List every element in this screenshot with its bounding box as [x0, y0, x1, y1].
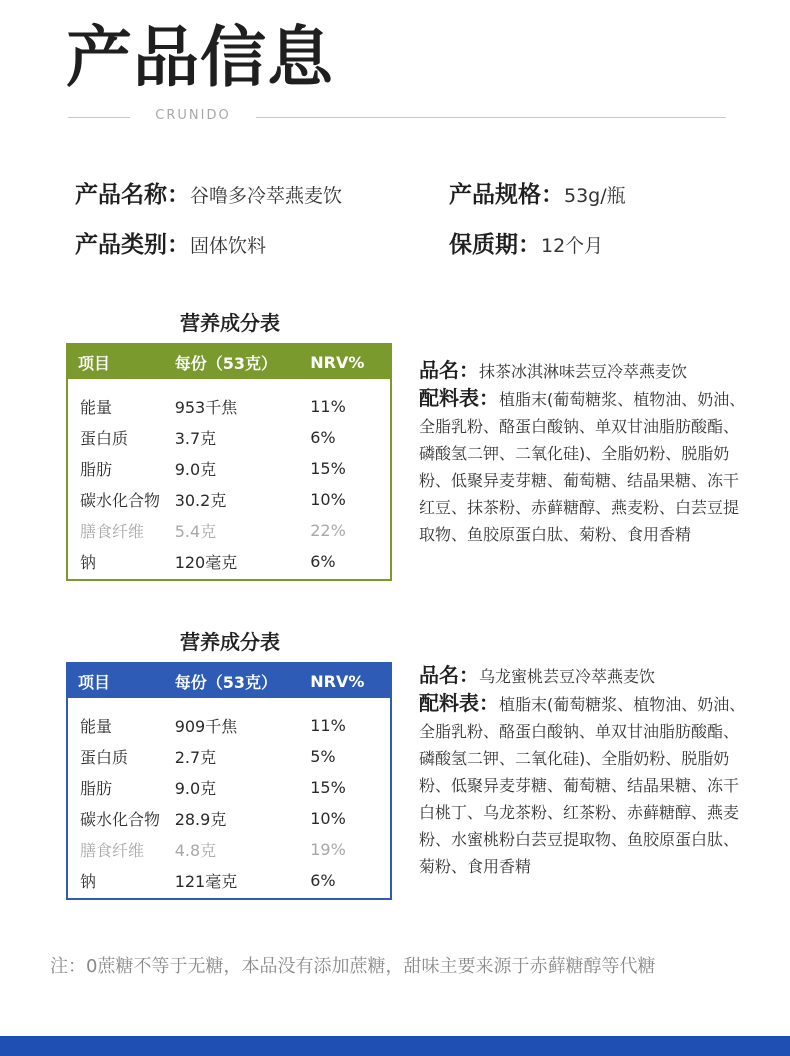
page-title: 产品信息: [66, 19, 334, 96]
product-name-value: 谷噜多冷萃燕麦饮: [190, 185, 343, 207]
nutrition-table-oolong: [66, 662, 392, 900]
row-nrv: 19%: [310, 840, 346, 859]
product-category-label: 产品类别：: [75, 232, 190, 258]
product-matcha: [419, 354, 749, 548]
row-nrv: 11%: [310, 397, 346, 416]
divider-right: [256, 117, 726, 118]
ingredients: [419, 385, 749, 548]
table-row: [68, 453, 390, 484]
product-spec-row: [449, 176, 626, 209]
row-amount: 9.0克: [174, 779, 217, 798]
table-row: [68, 710, 390, 741]
row-nrv: 5%: [310, 747, 336, 766]
nutrition-title-matcha: 营养成分表: [180, 311, 280, 335]
product-name-label: 产品名称：: [75, 182, 190, 208]
nutrition-title-oolong: 营养成分表: [180, 630, 280, 654]
shelf-life-value: 12个月: [541, 235, 604, 257]
ingredients-label: 配料表：: [419, 691, 499, 715]
ingredients: [419, 690, 749, 880]
row-nutrient: 钠: [80, 553, 97, 572]
product-spec-value: 53g/瓶: [564, 185, 626, 207]
table-row: [68, 741, 390, 772]
row-nrv: 6%: [310, 871, 336, 890]
row-nutrient: 钠: [80, 872, 97, 891]
row-amount: 2.7克: [174, 748, 217, 767]
table-row: [68, 834, 390, 865]
product-oolong: [419, 659, 749, 880]
row-amount: 909千焦: [174, 717, 238, 736]
table-row: [68, 803, 390, 834]
row-amount: 121毫克: [174, 872, 238, 891]
row-nutrient: 蛋白质: [80, 429, 129, 448]
row-nrv: 10%: [310, 809, 346, 828]
row-nutrient: 膳食纤维: [80, 841, 145, 860]
row-amount: 3.7克: [174, 429, 217, 448]
row-nutrient: 碳水化合物: [80, 491, 161, 510]
row-amount: 30.2克: [174, 491, 227, 510]
table-row: [68, 484, 390, 515]
table-row: [68, 546, 390, 577]
row-amount: 9.0克: [174, 460, 217, 479]
bottom-bar: [0, 1036, 790, 1056]
nutrition-table-matcha: [66, 343, 392, 581]
row-nutrient: 膳食纤维: [80, 522, 145, 541]
ingredients-text: 植脂末(葡萄糖浆、植物油、奶油、全脂乳粉、酪蛋白酸钠、单双甘油脂肪酸酯、磷酸氢二钾、二氧化硅)、全脂奶粉、脱脂奶粉、低聚异麦芽糖、葡萄糖、结晶果糖、冻干红豆、抹茶粉、赤藓糖醇、燕麦粉、白芸豆提取物、鱼胶原蛋白肽、菊粉、食用香精: [419, 390, 746, 544]
table-row: [68, 422, 390, 453]
product-category-row: [75, 226, 266, 259]
product-name-row: [75, 176, 342, 209]
header-nrv: NRV%: [310, 352, 365, 372]
table-row: [68, 865, 390, 896]
divider-left: [68, 117, 130, 118]
row-nrv: 6%: [310, 552, 336, 571]
row-nrv: 11%: [310, 716, 346, 735]
footnote: 注：0蔗糖不等于无糖，本品没有添加蔗糖，甜味主要来源于赤藓糖醇等代糖: [50, 956, 656, 977]
row-nrv: 6%: [310, 428, 336, 447]
product-name: 乌龙蜜桃芸豆冷萃燕麦饮: [479, 667, 656, 686]
product-name-line: [419, 354, 749, 383]
row-nrv: 22%: [310, 521, 346, 540]
header-item: 项目: [78, 353, 111, 373]
row-nutrient: 能量: [80, 717, 113, 736]
table-row: [68, 515, 390, 546]
ingredients-label: 配料表：: [419, 386, 499, 410]
shelf-life-row: [449, 226, 603, 259]
row-nutrient: 蛋白质: [80, 748, 129, 767]
header-serving: 每份（53克）: [174, 353, 277, 373]
nutrition-table-header: [68, 664, 390, 698]
row-nrv: 15%: [310, 459, 346, 478]
row-nutrient: 能量: [80, 398, 113, 417]
row-nrv: 15%: [310, 778, 346, 797]
row-nutrient: 脂肪: [80, 460, 113, 479]
row-amount: 5.4克: [174, 522, 217, 541]
product-name: 抹茶冰淇淋味芸豆冷萃燕麦饮: [479, 362, 688, 381]
header-nrv: NRV%: [310, 671, 365, 691]
row-nutrient: 碳水化合物: [80, 810, 161, 829]
row-amount: 953千焦: [174, 398, 238, 417]
header-item: 项目: [78, 672, 111, 692]
table-row: [68, 772, 390, 803]
header-serving: 每份（53克）: [174, 672, 277, 692]
ingredients-text: 植脂末(葡萄糖浆、植物油、奶油、全脂乳粉、酪蛋白酸钠、单双甘油脂肪酸酯、磷酸氢二钾、二氧化硅)、全脂奶粉、脱脂奶粉、低聚异麦芽糖、葡萄糖、结晶果糖、冻干白桃丁、乌龙茶粉、红茶粉、赤藓糖醇、燕麦粉、水蜜桃粉白芸豆提取物、鱼胶原蛋白肽、菊粉、食用香精: [419, 695, 746, 876]
nutrition-table-header: [68, 345, 390, 379]
shelf-life-label: 保质期：: [449, 232, 541, 258]
row-amount: 28.9克: [174, 810, 227, 829]
row-nutrient: 脂肪: [80, 779, 113, 798]
product-spec-label: 产品规格：: [449, 182, 564, 208]
row-amount: 120毫克: [174, 553, 238, 572]
product-label: 品名：: [419, 358, 479, 382]
brand-label: CRUNIDO: [155, 108, 231, 123]
table-row: [68, 391, 390, 422]
row-amount: 4.8克: [174, 841, 217, 860]
product-label: 品名：: [419, 663, 479, 687]
row-nrv: 10%: [310, 490, 346, 509]
product-name-line: [419, 659, 749, 688]
product-category-value: 固体饮料: [190, 235, 267, 257]
